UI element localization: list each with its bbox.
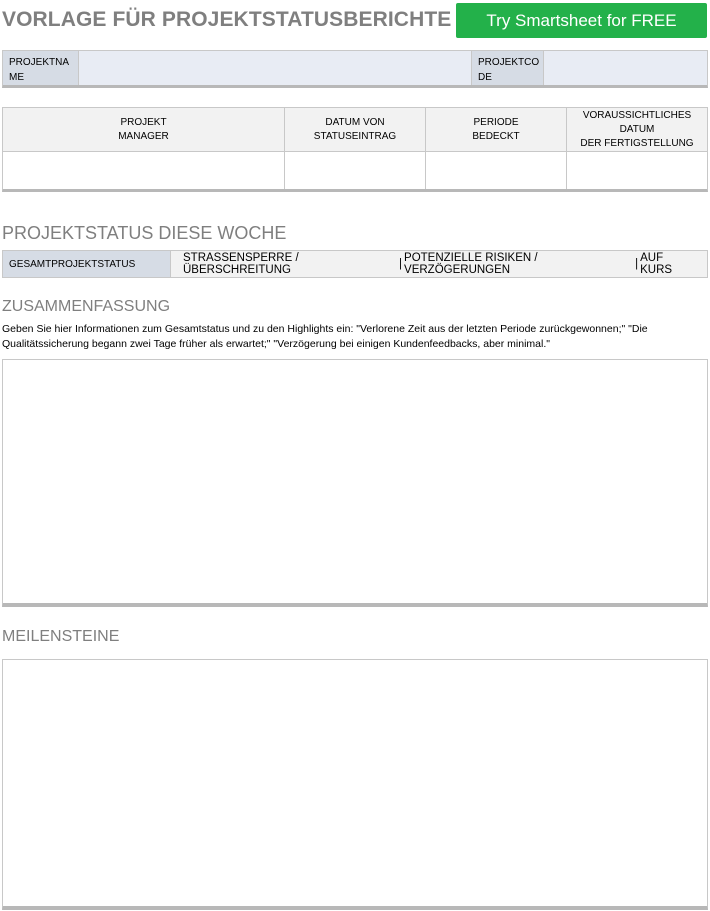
status-option-risks[interactable]: POTENZIELLE RISIKEN / VERZÖGERUNGEN (404, 252, 538, 276)
header-status-date: DATUM VON STATUSEINTRAG (285, 108, 426, 151)
status-heading: PROJEKTSTATUS DIESE WOCHE (2, 223, 287, 243)
project-manager-field[interactable] (3, 152, 285, 189)
header-period-covered: PERIODE BEDECKT (426, 108, 567, 151)
table-header-row (3, 108, 707, 152)
status-date-field[interactable] (285, 152, 426, 189)
status-option-on-track[interactable]: AUF KURS (640, 252, 673, 276)
project-code-field[interactable] (544, 51, 707, 85)
estimated-completion-field[interactable] (567, 152, 707, 189)
status-separator: | (399, 258, 403, 270)
header-estimated-completion: VORAUSSICHTLICHES DATUM DER FERTIGSTELLUNG (580, 109, 694, 149)
page-title: VORLAGE FÜR PROJEKTSTATUSBERICHTE (2, 8, 452, 31)
project-code-label: PROJEKTCO DE (472, 51, 544, 85)
header-project-manager: PROJEKT MANAGER (3, 108, 285, 151)
period-covered-field[interactable] (426, 152, 567, 189)
overall-status-bar (2, 250, 708, 278)
summary-heading: ZUSAMMENFASSUNG (2, 298, 171, 315)
try-smartsheet-button[interactable]: Try Smartsheet for FREE (456, 3, 707, 38)
summary-text-area[interactable] (2, 359, 708, 607)
project-name-label: PROJEKTNA ME (3, 51, 79, 85)
overall-status-label: GESAMTPROJEKTSTATUS (3, 251, 171, 277)
milestones-heading: MEILENSTEINE (2, 628, 120, 645)
milestones-text-area[interactable] (2, 659, 708, 910)
summary-instructions: Geben Sie hier Informationen zum Gesamtstatus und zu den Highlights ein: "Verlorene Zeit aus der letzten Periode zurückgewonnen;" "Die Qualitätssicherung begann zwei Tage früher als erwartet;" "Verzögerung bei einigen Kundenfeedbacks, aber minimal." (2, 323, 648, 350)
project-name-field[interactable] (79, 51, 472, 85)
status-separator: | (635, 258, 639, 270)
status-options (171, 252, 707, 276)
project-details-table (2, 107, 708, 192)
status-option-roadblock[interactable]: STRASSENSPERRE / ÜBERSCHREITUNG (183, 252, 299, 276)
table-row (3, 152, 707, 189)
project-info-row (2, 50, 708, 88)
